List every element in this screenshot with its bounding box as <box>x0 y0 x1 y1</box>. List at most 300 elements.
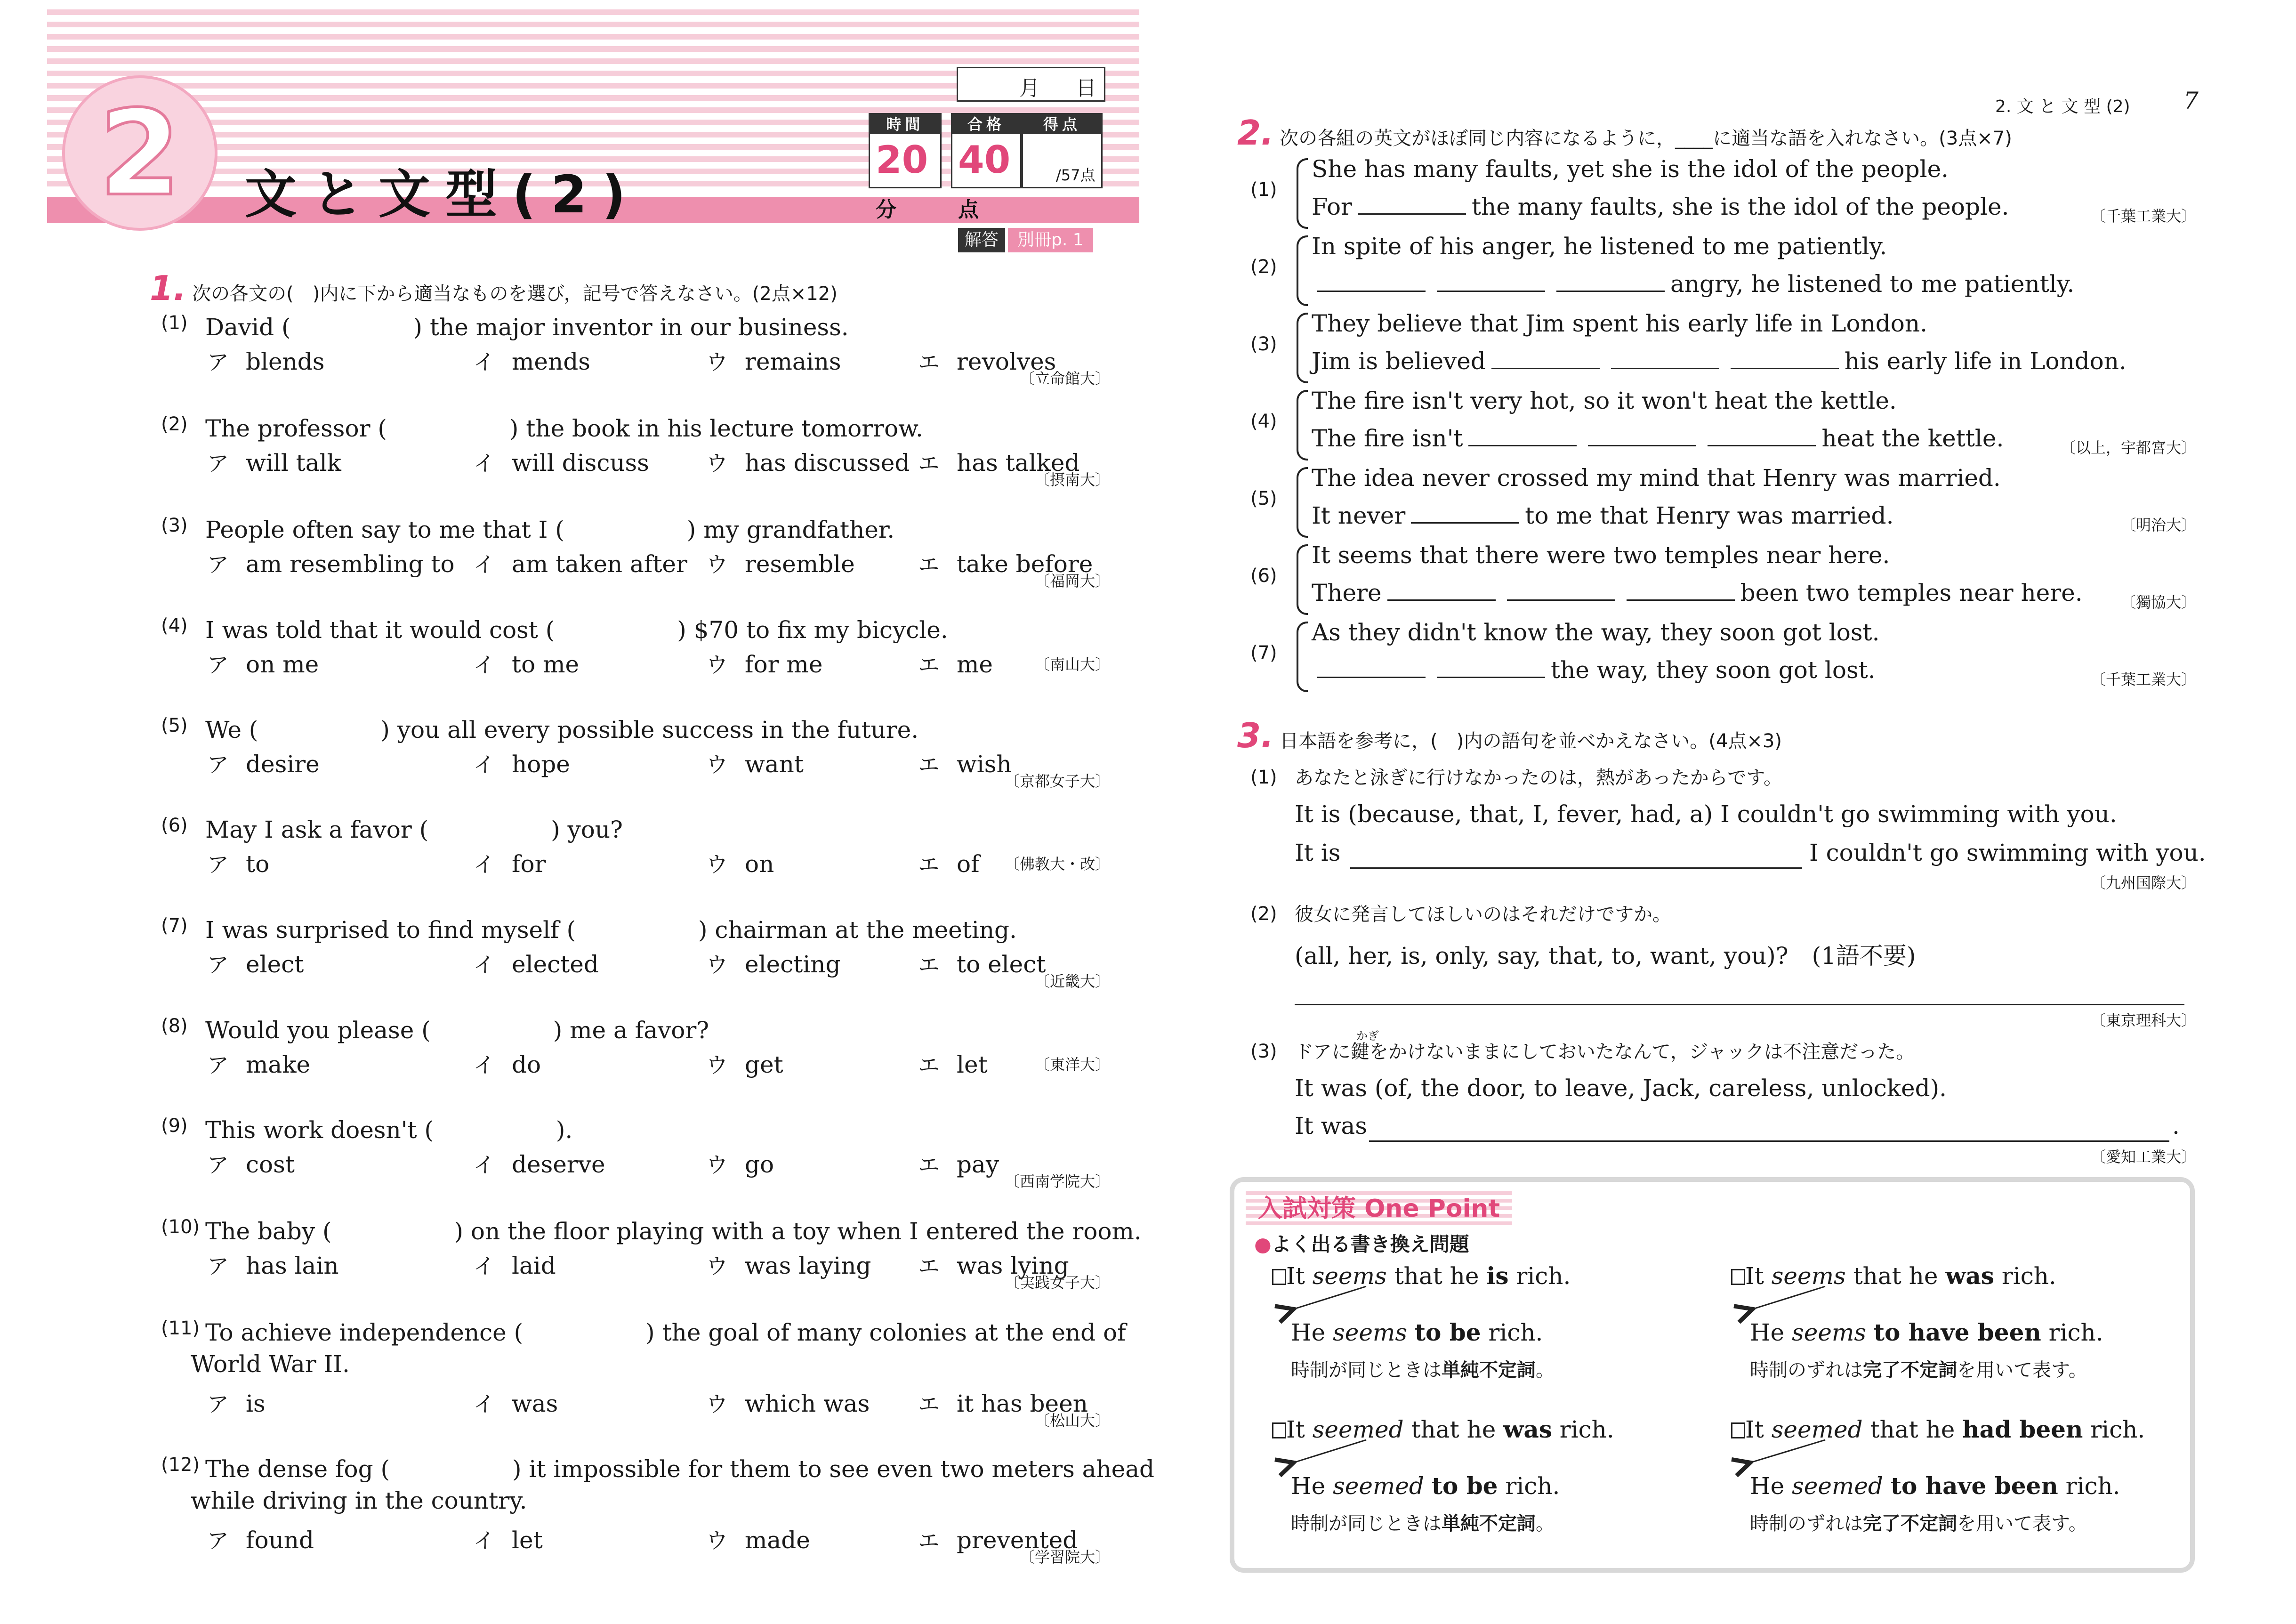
choice-option[interactable] <box>473 1148 605 1179</box>
source-citation: 〔東京理科大〕 <box>2090 1011 2196 1029</box>
choice-option[interactable] <box>473 1048 541 1079</box>
answer-blank[interactable] <box>1437 272 1545 292</box>
checkbox-icon[interactable] <box>1731 1269 1745 1285</box>
stem-after-blank: ) the major inventor in our business. <box>413 314 849 341</box>
choice-text: to elect <box>957 951 1046 978</box>
question-stem <box>205 511 894 545</box>
choice-text: electing <box>745 951 841 978</box>
choice-option[interactable] <box>473 1387 558 1418</box>
stem-before-blank: To achieve independence ( <box>205 1319 524 1346</box>
choice-option[interactable] <box>706 1249 871 1280</box>
note-part: 。 <box>1536 1513 1555 1535</box>
question-number: (12) <box>161 1454 200 1476</box>
brace-icon <box>1297 158 1308 229</box>
choice-text: do <box>512 1051 541 1078</box>
question-stem-continued: while driving in the country. <box>191 1487 527 1514</box>
choice-text: get <box>745 1051 783 1078</box>
answer-blank[interactable] <box>1411 503 1519 524</box>
choice-option[interactable] <box>207 748 320 779</box>
answer-blank[interactable] <box>1588 426 1696 446</box>
example-part: had been <box>1962 1415 2083 1443</box>
example-rewrite <box>1291 1318 1543 1346</box>
choice-text: deserve <box>512 1151 605 1178</box>
example-part: rich. <box>1508 1262 1571 1290</box>
example-part: that he <box>1403 1416 1504 1443</box>
choice-key: エ <box>918 1528 940 1553</box>
brace-icon <box>1297 390 1308 461</box>
answer-line[interactable] <box>1369 1139 2169 1142</box>
choice-key: イ <box>473 552 495 577</box>
question-number: (2) <box>1250 903 1277 925</box>
choice-text: was lying <box>957 1252 1069 1279</box>
choice-option[interactable] <box>918 1148 999 1179</box>
example-part: He <box>1750 1472 1792 1500</box>
rewrite-prefix: For <box>1312 193 1352 220</box>
choice-option[interactable] <box>473 446 649 477</box>
note-part: を用いて表す。 <box>1957 1359 2087 1381</box>
date-box[interactable] <box>957 67 1105 102</box>
example-part: seems <box>1792 1319 1867 1346</box>
answer-blank[interactable] <box>1491 349 1600 369</box>
choice-option[interactable] <box>918 948 1046 979</box>
answer-blank[interactable] <box>1731 349 1839 369</box>
choice-key: ア <box>207 1253 229 1279</box>
source-citation: 〔以上，宇都宮大〕 <box>2060 439 2196 457</box>
example-rewrite <box>1750 1472 2120 1500</box>
choice-option[interactable] <box>706 1048 783 1079</box>
scramble-words: (all, her, is, only, say, that, to, want, you)? (1語不要) <box>1295 942 1916 970</box>
question-number: (4) <box>161 615 188 637</box>
answer-blank[interactable] <box>576 911 698 945</box>
choice-key: ア <box>207 952 229 978</box>
sentence-original: She has many faults, yet she is the idol of the people. <box>1312 155 1949 183</box>
answer-blank[interactable] <box>1611 349 1719 369</box>
example-note <box>1750 1355 2087 1382</box>
question-stem <box>205 1450 1154 1484</box>
running-header: 2. 文 と 文 型 (2) <box>1995 97 2130 116</box>
choice-option[interactable] <box>706 948 840 979</box>
choice-key: エ <box>918 1391 940 1417</box>
answer-label: 解答 <box>958 228 1005 252</box>
source-citation: 〔明治大〕 <box>2120 516 2196 534</box>
question-stem <box>205 1314 1126 1348</box>
choice-text: let <box>957 1051 988 1078</box>
stem-after-blank: ) my grandfather. <box>686 516 895 543</box>
date-day-label: 日 <box>1076 76 1096 100</box>
note-keyword: 完了不定詞 <box>1863 1359 1957 1381</box>
example-original <box>1731 1262 2056 1290</box>
example-part: to be <box>1431 1472 1498 1500</box>
example-part: to have been <box>1873 1318 2041 1346</box>
choice-text: it has been <box>957 1390 1088 1417</box>
answer-blank[interactable] <box>1708 426 1816 446</box>
arrow-icon <box>1750 1286 1825 1310</box>
checkbox-icon[interactable] <box>1731 1422 1745 1438</box>
choice-key: エ <box>918 952 940 978</box>
note-keyword: 単純不定詞 <box>1442 1513 1536 1535</box>
choice-option[interactable] <box>207 1148 295 1179</box>
choice-option[interactable] <box>473 345 590 376</box>
section3-number: 3. <box>1237 716 1274 755</box>
choice-key: ウ <box>706 852 728 877</box>
sentence-original: In spite of his anger, he listened to me patiently. <box>1312 233 1887 260</box>
question-number: (1) <box>1250 767 1277 788</box>
question-number: (9) <box>161 1115 188 1137</box>
choice-key: イ <box>473 852 495 877</box>
example-part: that he <box>1386 1262 1487 1290</box>
section2-instruction: 次の各組の英文がほぼ同じ内容になるように，____に適当な語を入れなさい。(3点×7) <box>1280 128 2012 149</box>
example-rewrite <box>1750 1318 2103 1346</box>
example-part: that he <box>1845 1262 1946 1290</box>
choice-option[interactable] <box>918 848 980 879</box>
note-keyword: 単純不定詞 <box>1442 1359 1536 1381</box>
source-citation: 〔千葉工業大〕 <box>2090 207 2196 225</box>
answer-blank[interactable] <box>332 1212 454 1246</box>
brace-icon <box>1297 313 1308 383</box>
sentence-original: The idea never crossed my mind that Henry was married. <box>1312 464 2001 492</box>
scramble-words: It is (because, that, I, fever, had, a) I couldn't go swimming with you. <box>1295 800 2117 828</box>
example-note <box>1291 1355 1555 1382</box>
choice-key: イ <box>473 952 495 978</box>
choice-option[interactable] <box>473 1249 556 1280</box>
choice-text: pay <box>957 1151 999 1178</box>
choice-option[interactable] <box>706 748 804 779</box>
stem-before-blank: The dense fog ( <box>205 1455 390 1483</box>
example-part: rich. <box>1481 1319 1543 1346</box>
stem-after-blank: ) the goal of many colonies at the end of <box>645 1319 1126 1346</box>
question-stem <box>205 1011 709 1045</box>
choice-text: has talked <box>957 449 1080 477</box>
choice-text: will discuss <box>512 449 649 477</box>
choice-option[interactable] <box>706 1148 774 1179</box>
choice-key: エ <box>918 752 940 777</box>
choice-key: ウ <box>706 451 728 476</box>
answer-blank[interactable] <box>1468 426 1577 446</box>
choice-option[interactable] <box>473 548 687 579</box>
choice-text: was <box>512 1390 558 1417</box>
answer-line[interactable] <box>1295 1003 2184 1005</box>
example-part <box>1883 1472 1891 1500</box>
choice-text: elected <box>512 951 599 978</box>
choice-option[interactable] <box>918 1048 988 1079</box>
choice-option[interactable] <box>207 1387 266 1418</box>
answer-line[interactable] <box>1350 866 1802 869</box>
score-box[interactable] <box>1022 113 1103 188</box>
choice-text: laid <box>512 1252 556 1279</box>
answer-blank[interactable] <box>1627 581 1735 601</box>
example-part: rich. <box>1498 1472 1560 1500</box>
brace-icon <box>1297 467 1308 538</box>
choice-text: want <box>745 751 804 778</box>
choice-key: イ <box>473 1253 495 1279</box>
choice-text: revolves <box>957 348 1056 375</box>
one-point-box <box>1230 1177 2195 1573</box>
time-box <box>869 113 942 222</box>
example-part: rich. <box>2058 1472 2120 1500</box>
question-number: (6) <box>161 815 188 836</box>
example-part: seemed <box>1333 1472 1424 1500</box>
stem-after-blank: ) chairman at the meeting. <box>698 916 1017 944</box>
one-point-title: 入試対策 One Point <box>1246 1191 1512 1226</box>
pass-box <box>951 113 1022 222</box>
rewrite-suffix: angry, he listened to me patiently. <box>1670 270 2075 298</box>
example-part: seems <box>1333 1319 1408 1346</box>
question-number: (1) <box>1250 179 1277 201</box>
note-keyword: 完了不定詞 <box>1863 1513 1957 1535</box>
choice-key: エ <box>918 349 940 375</box>
example-part: rich. <box>1552 1416 1614 1443</box>
choice-key: イ <box>473 1528 495 1553</box>
source-citation: 〔佛教大・改〕 <box>1004 855 1110 873</box>
question-stem <box>205 911 1017 945</box>
choice-option[interactable] <box>473 848 546 879</box>
question-number: (5) <box>161 715 188 736</box>
sentence-rewrite <box>1312 347 2127 375</box>
question-number: (7) <box>161 915 188 937</box>
choice-option[interactable] <box>706 848 774 879</box>
choice-text: me <box>957 651 993 678</box>
source-citation: 〔立命館大〕 <box>1019 370 1110 388</box>
question-number: (2) <box>161 413 188 435</box>
note-part: 時制のずれは <box>1750 1513 1863 1535</box>
question-number: (8) <box>161 1015 188 1037</box>
stem-before-blank: People often say to me that I ( <box>205 516 564 543</box>
note-part: を用いて表す。 <box>1957 1513 2087 1535</box>
stem-after-blank: ) you all every possible success in the future. <box>380 716 919 743</box>
choice-option[interactable] <box>706 548 855 579</box>
answer-blank[interactable] <box>390 1450 512 1484</box>
choice-text: on <box>745 850 774 878</box>
score-label: 得点 <box>1023 114 1101 134</box>
example-original <box>1272 1415 1614 1443</box>
arrow-icon <box>1291 1440 1366 1463</box>
sentence-rewrite <box>1312 656 1876 684</box>
choice-option[interactable] <box>207 648 319 679</box>
answer-blank[interactable] <box>1556 272 1665 292</box>
question-number: (3) <box>1250 333 1277 355</box>
choice-text: will talk <box>246 449 341 477</box>
choice-option[interactable] <box>207 1048 310 1079</box>
choice-option[interactable] <box>473 648 579 679</box>
rewrite-prefix: It never <box>1312 502 1406 529</box>
answer-blank[interactable] <box>258 711 380 745</box>
source-citation: 〔京都女子大〕 <box>1004 772 1110 790</box>
example-part: to be <box>1414 1318 1481 1346</box>
choice-text: found <box>246 1527 314 1554</box>
choice-key: エ <box>918 652 940 678</box>
example-part: seems <box>1312 1262 1387 1290</box>
choice-option[interactable] <box>706 648 822 679</box>
choice-key: エ <box>918 1253 940 1279</box>
example-part: seems <box>1771 1262 1846 1290</box>
choice-option[interactable] <box>207 345 324 376</box>
choice-option[interactable] <box>207 1524 314 1555</box>
arrow-icon <box>1748 1440 1825 1463</box>
choice-key: イ <box>473 349 495 375</box>
example-part: It <box>1286 1262 1313 1290</box>
answer-blank[interactable] <box>387 410 509 444</box>
stem-after-blank: ). <box>556 1116 573 1144</box>
choice-option[interactable] <box>473 1524 543 1555</box>
choice-text: wish <box>957 751 1012 778</box>
rewrite-prefix: Jim is believed <box>1312 347 1486 375</box>
stem-before-blank: David ( <box>205 314 291 341</box>
checkbox-icon[interactable] <box>1272 1422 1286 1438</box>
rewrite-suffix: to me that Henry was married. <box>1525 502 1894 529</box>
example-part <box>1866 1319 1874 1346</box>
choice-key: ウ <box>706 1152 728 1178</box>
choice-option[interactable] <box>706 446 910 477</box>
sentence-original: The fire isn't very hot, so it won't heat the kettle. <box>1312 387 1897 414</box>
answer-blank[interactable] <box>1317 658 1426 678</box>
sentence-rewrite <box>1312 270 2074 298</box>
choice-option[interactable] <box>706 1524 810 1555</box>
choice-text: am resembling to <box>246 550 455 578</box>
rewrite-suffix: the many faults, she is the idol of the people. <box>1471 193 2009 220</box>
choice-option[interactable] <box>207 446 341 477</box>
question-stem <box>205 308 849 342</box>
choice-text: go <box>745 1151 774 1178</box>
choice-option[interactable] <box>473 948 599 979</box>
choice-key: ウ <box>706 952 728 978</box>
choice-option[interactable] <box>473 748 570 779</box>
brace-icon <box>1297 235 1308 306</box>
choice-key: イ <box>473 451 495 476</box>
choice-key: ア <box>207 349 229 375</box>
choice-key: イ <box>473 752 495 777</box>
answer-blank[interactable] <box>555 611 677 645</box>
answer-blank[interactable] <box>428 811 551 845</box>
sentence-original: As they didn't know the way, they soon got lost. <box>1312 619 1880 646</box>
answer-blank[interactable] <box>1437 658 1545 678</box>
example-part: was <box>1503 1415 1552 1443</box>
section2-heading <box>1237 113 2012 153</box>
choice-key: ウ <box>706 1528 728 1553</box>
answer-blank[interactable] <box>291 308 413 342</box>
choice-text: elect <box>246 951 304 978</box>
choice-key: エ <box>918 1052 940 1078</box>
pass-unit: 点 <box>958 198 979 222</box>
choice-key: ウ <box>706 652 728 678</box>
choice-key: ア <box>207 552 229 577</box>
answer-prefix: It was <box>1295 1112 1368 1139</box>
rewrite-suffix: his early life in London. <box>1844 347 2127 375</box>
source-citation: 〔松山大〕 <box>1034 1412 1110 1430</box>
stem-after-blank: ) you? <box>551 816 623 843</box>
question-stem <box>205 1212 1142 1246</box>
one-point-subtitle: よく出る書き換え問題 <box>1271 1233 1469 1256</box>
time-unit: 分 <box>876 198 896 222</box>
choice-key: エ <box>918 852 940 877</box>
choice-text: on me <box>246 651 319 678</box>
example-part: It <box>1745 1416 1772 1443</box>
choice-option[interactable] <box>918 748 1012 779</box>
choice-key: ア <box>207 451 229 476</box>
source-citation: 〔福岡大〕 <box>1034 572 1110 590</box>
example-part: seemed <box>1771 1416 1863 1443</box>
section1-instruction: 次の各文の( )内に下から適当なものを選び，記号で答えなさい。(2点×12) <box>192 283 838 305</box>
unit-title: 文と文型(2) <box>245 164 641 225</box>
note-part: 。 <box>1536 1359 1555 1381</box>
rewrite-suffix: the way, they soon got lost. <box>1551 656 1876 684</box>
choice-text: has lain <box>246 1252 339 1279</box>
choice-option[interactable] <box>918 648 993 679</box>
choice-key: ア <box>207 1152 229 1178</box>
source-citation: 〔千葉工業大〕 <box>2090 671 2196 688</box>
answer-blank[interactable] <box>1358 194 1466 215</box>
choice-option[interactable] <box>207 848 269 879</box>
choice-text: let <box>512 1527 543 1554</box>
stem-after-blank: ) $70 to fix my bicycle. <box>677 616 948 644</box>
example-part <box>1424 1472 1432 1500</box>
sentence-rewrite <box>1312 193 2009 220</box>
answer-blank[interactable] <box>1507 581 1615 601</box>
answer-blank[interactable] <box>1387 581 1496 601</box>
example-part: is <box>1486 1262 1509 1290</box>
question-number: (10) <box>161 1216 200 1238</box>
answer-blank[interactable] <box>523 1314 645 1348</box>
stem-before-blank: I was surprised to find myself ( <box>205 916 576 944</box>
stem-after-blank: ) the book in his lecture tomorrow. <box>509 415 923 442</box>
choice-key: エ <box>918 1152 940 1178</box>
example-note <box>1750 1509 2087 1535</box>
source-citation: 〔摂南大〕 <box>1034 471 1110 489</box>
choice-option[interactable] <box>207 1249 339 1280</box>
choice-key: ア <box>207 852 229 877</box>
stem-after-blank: ) me a favor? <box>553 1017 709 1044</box>
question-number: (4) <box>1250 411 1277 432</box>
choice-option[interactable] <box>706 1387 870 1418</box>
ruby-reading: かぎ <box>1356 1029 1379 1042</box>
question-number: (5) <box>1250 488 1277 509</box>
choice-text: has discussed <box>745 449 910 477</box>
choice-key: ウ <box>706 552 728 577</box>
japanese-prompt: ドアに鍵をかけないままにしておいたなんて，ジャックは不注意だった。 <box>1295 1041 1915 1063</box>
choice-text: for me <box>745 651 823 678</box>
choice-key: ウ <box>706 1391 728 1417</box>
choice-key: ア <box>207 652 229 678</box>
answer-blank[interactable] <box>564 511 687 545</box>
example-part <box>1407 1319 1415 1346</box>
note-part: 時制が同じときは <box>1291 1359 1442 1381</box>
answer-blank[interactable] <box>434 1111 556 1145</box>
choice-text: hope <box>512 751 570 778</box>
question-stem <box>205 711 918 745</box>
choice-text: to me <box>512 651 580 678</box>
section3-heading <box>1237 716 1782 755</box>
example-part: He <box>1750 1319 1792 1346</box>
choice-key: エ <box>918 552 940 577</box>
choice-key: ア <box>207 1052 229 1078</box>
rewrite-prefix: There <box>1312 579 1382 606</box>
answer-blank[interactable] <box>431 1011 553 1045</box>
example-original <box>1731 1415 2145 1443</box>
answer-blank[interactable] <box>1317 272 1426 292</box>
checkbox-icon[interactable] <box>1272 1269 1286 1285</box>
choice-key: イ <box>473 652 495 678</box>
page-number: 7 <box>2183 87 2199 114</box>
example-part: that he <box>1862 1416 1963 1443</box>
source-citation: 〔西南学院大〕 <box>1004 1172 1110 1190</box>
choice-option[interactable] <box>207 548 455 579</box>
choice-option[interactable] <box>706 345 841 376</box>
choice-option[interactable] <box>207 948 304 979</box>
brace-icon <box>1297 622 1308 692</box>
question-stem <box>205 410 923 444</box>
choice-text: take before <box>957 550 1093 578</box>
example-part: seemed <box>1312 1416 1404 1443</box>
choice-text: remains <box>745 348 841 375</box>
